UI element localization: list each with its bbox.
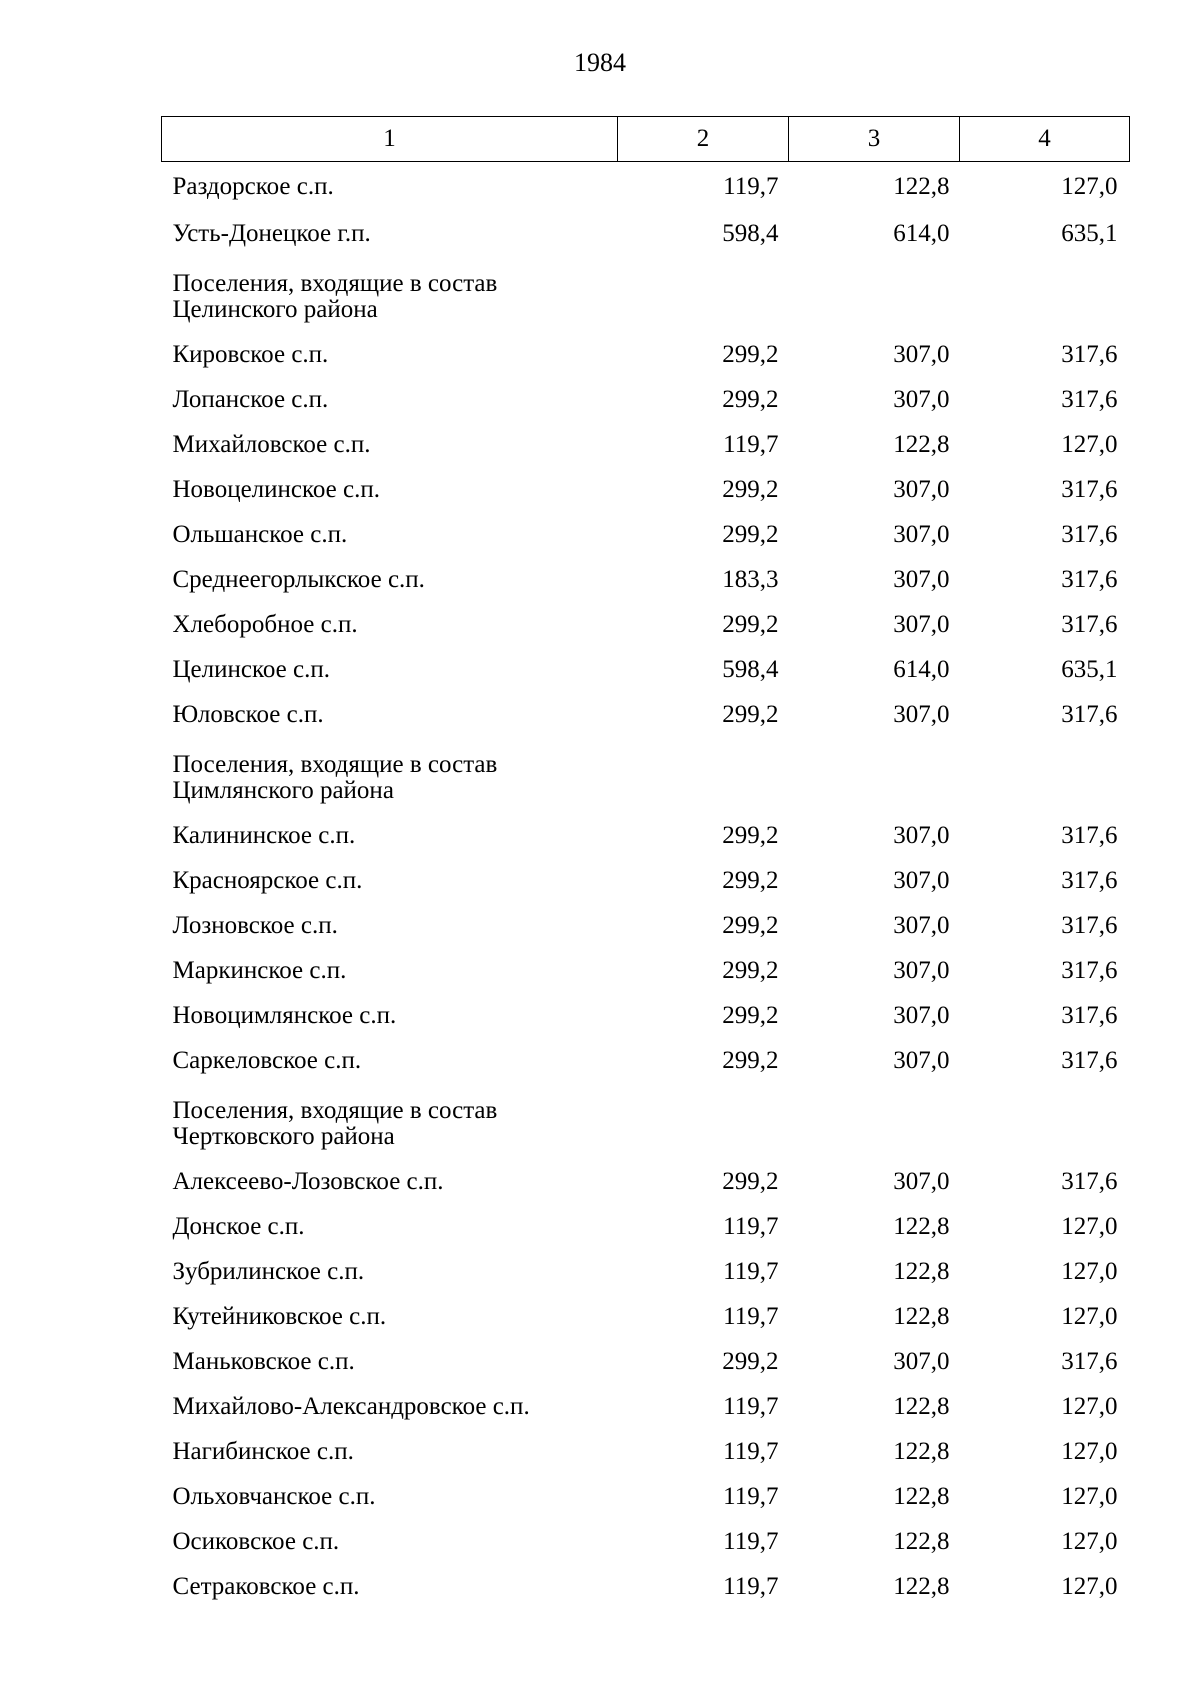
settlement-name: Нагибинское с.п. [172,1437,354,1465]
table-row [162,467,1130,512]
column-header-3: 3 [789,117,960,162]
value-col-4: 317,6 [1061,520,1118,548]
settlement-name: Донское с.п. [172,1212,305,1240]
table-row [162,1384,1130,1429]
table-row [162,211,1130,256]
value-col-4: 127,0 [1061,1257,1118,1285]
value-col-3: 122,8 [893,1437,950,1465]
table-row [162,1339,1130,1384]
value-col-3: 307,0 [893,700,950,728]
table-row [162,332,1130,377]
value-col-2: 299,2 [722,866,779,894]
value-col-3: 307,0 [893,385,950,413]
table-row [162,1159,1130,1204]
value-col-2: 299,2 [722,911,779,939]
district-heading-line: Чертковского района [172,1123,395,1150]
settlement-name: Новоцимлянское с.п. [172,1001,397,1029]
value-col-2: 598,4 [722,219,779,247]
value-col-2: 299,2 [722,385,779,413]
page-number: 1984 [574,48,626,77]
value-col-4: 127,0 [1061,1572,1118,1600]
value-col-2: 299,2 [722,956,779,984]
settlement-name: Алексеево-Лозовское с.п. [172,1167,444,1195]
value-col-2: 299,2 [722,520,779,548]
value-col-3: 307,0 [893,475,950,503]
value-col-3: 122,8 [893,1257,950,1285]
value-col-2: 119,7 [723,1572,779,1600]
value-col-4: 317,6 [1061,911,1118,939]
table-row [162,1038,1130,1083]
district-heading-row [162,1083,1130,1159]
settlement-name: Юловское с.п. [172,700,324,728]
settlement-name: Кутейниковское с.п. [172,1302,387,1330]
table-row [162,422,1130,467]
value-col-3: 307,0 [893,866,950,894]
settlement-name: Маркинское с.п. [172,956,347,984]
value-col-3: 614,0 [893,655,950,683]
value-col-2: 119,7 [723,430,779,458]
value-col-4: 317,6 [1061,340,1118,368]
value-col-3: 307,0 [893,610,950,638]
value-col-3: 122,8 [893,1392,950,1420]
value-col-4: 317,6 [1061,610,1118,638]
value-col-3: 307,0 [893,956,950,984]
value-col-2: 119,7 [723,1302,779,1330]
value-col-4: 317,6 [1061,700,1118,728]
settlement-name: Целинское с.п. [172,655,330,683]
value-col-4: 317,6 [1061,475,1118,503]
settlement-name: Ольшанское с.п. [172,520,348,548]
table-row [162,692,1130,737]
value-col-2: 299,2 [722,1347,779,1375]
value-col-4: 635,1 [1061,655,1118,683]
district-heading [162,737,1130,813]
settlement-name: Лозновское с.п. [172,911,338,939]
table-row [162,1429,1130,1474]
table-row [162,557,1130,602]
value-col-2: 119,7 [723,1392,779,1420]
value-col-3: 122,8 [893,1527,950,1555]
value-col-4: 127,0 [1061,430,1118,458]
table-row [162,1519,1130,1564]
value-col-4: 127,0 [1061,1437,1118,1465]
table-row [162,1474,1130,1519]
value-col-2: 119,7 [723,1527,779,1555]
settlement-name: Новоцелинское с.п. [172,475,380,503]
settlement-name: Калининское с.п. [172,821,356,849]
value-col-4: 127,0 [1061,1392,1118,1420]
column-header-2: 2 [618,117,789,162]
table-row [162,993,1130,1038]
value-col-2: 299,2 [722,1046,779,1074]
value-col-3: 307,0 [893,1347,950,1375]
table-row [162,647,1130,692]
value-col-4: 317,6 [1061,1167,1118,1195]
value-col-3: 307,0 [893,565,950,593]
value-col-4: 317,6 [1061,956,1118,984]
value-col-3: 307,0 [893,1001,950,1029]
settlement-name: Саркеловское с.п. [172,1046,362,1074]
column-header-4: 4 [960,117,1130,162]
settlement-name: Ольховчанское с.п. [172,1482,376,1510]
value-col-2: 299,2 [722,1001,779,1029]
value-col-3: 122,8 [893,1212,950,1240]
district-heading-line: Поселения, входящие в состав [172,1097,498,1124]
value-col-2: 299,2 [722,821,779,849]
value-col-2: 299,2 [722,610,779,638]
district-heading-line: Цимлянского района [172,777,394,804]
value-col-3: 307,0 [893,911,950,939]
table-row [162,162,1130,212]
table-row [162,903,1130,948]
value-col-3: 307,0 [893,520,950,548]
value-col-2: 119,7 [723,1437,779,1465]
table-row [162,1249,1130,1294]
settlement-name: Красноярское с.п. [172,866,363,894]
value-col-2: 119,7 [723,1482,779,1510]
settlement-name: Михайловское с.п. [172,430,371,458]
settlement-name: Кировское с.п. [172,340,329,368]
value-col-3: 307,0 [893,1167,950,1195]
value-col-4: 127,0 [1061,1482,1118,1510]
value-col-3: 307,0 [893,1046,950,1074]
value-col-4: 127,0 [1061,172,1118,200]
value-col-2: 299,2 [722,700,779,728]
table-row [162,1294,1130,1339]
settlement-name: Хлеборобное с.п. [172,610,358,638]
value-col-4: 127,0 [1061,1527,1118,1555]
value-col-4: 317,6 [1061,565,1118,593]
value-col-3: 122,8 [893,430,950,458]
table-body [162,162,1130,1610]
value-col-3: 122,8 [893,1572,950,1600]
settlement-name: Среднеегорлыкское с.п. [172,565,425,593]
settlement-name: Усть-Донецкое г.п. [172,219,371,247]
value-col-4: 317,6 [1061,385,1118,413]
value-col-4: 127,0 [1061,1212,1118,1240]
value-col-4: 127,0 [1061,1302,1118,1330]
settlement-name: Зубрилинское с.п. [172,1257,365,1285]
settlement-name: Лопанское с.п. [172,385,329,413]
value-col-4: 317,6 [1061,1347,1118,1375]
settlement-name: Сетраковское с.п. [172,1572,360,1600]
district-heading-line: Поселения, входящие в состав [172,270,498,297]
table-header [162,117,1130,162]
value-col-3: 307,0 [893,340,950,368]
value-col-3: 122,8 [893,1482,950,1510]
district-heading [162,256,1130,332]
settlement-name: Михайлово-Александровское с.п. [172,1392,530,1420]
settlements-table [161,116,1130,1609]
table-row [162,813,1130,858]
table-row [162,948,1130,993]
table-row [162,602,1130,647]
value-col-4: 317,6 [1061,821,1118,849]
value-col-2: 299,2 [722,340,779,368]
table-row [162,512,1130,557]
value-col-2: 119,7 [723,1257,779,1285]
value-col-2: 299,2 [722,1167,779,1195]
value-col-2: 598,4 [722,655,779,683]
table-row [162,858,1130,903]
value-col-4: 317,6 [1061,1046,1118,1074]
value-col-3: 307,0 [893,821,950,849]
value-col-4: 635,1 [1061,219,1118,247]
value-col-3: 122,8 [893,172,950,200]
settlement-name: Маньковское с.п. [172,1347,355,1375]
value-col-4: 317,6 [1061,866,1118,894]
column-header-1: 1 [162,117,618,162]
settlement-name: Осиковское с.п. [172,1527,340,1555]
value-col-2: 299,2 [722,475,779,503]
table-row [162,1204,1130,1249]
district-heading [162,1083,1130,1159]
district-heading-row [162,737,1130,813]
district-heading-row [162,256,1130,332]
value-col-2: 119,7 [723,1212,779,1240]
value-col-4: 317,6 [1061,1001,1118,1029]
table-row [162,1564,1130,1609]
value-col-3: 614,0 [893,219,950,247]
header-row [162,117,1130,162]
value-col-2: 183,3 [722,565,779,593]
district-heading-line: Целинского района [172,296,378,323]
table-row [162,377,1130,422]
value-col-2: 119,7 [723,172,779,200]
value-col-3: 122,8 [893,1302,950,1330]
district-heading-line: Поселения, входящие в состав [172,751,498,778]
settlement-name: Раздорское с.п. [172,172,334,200]
